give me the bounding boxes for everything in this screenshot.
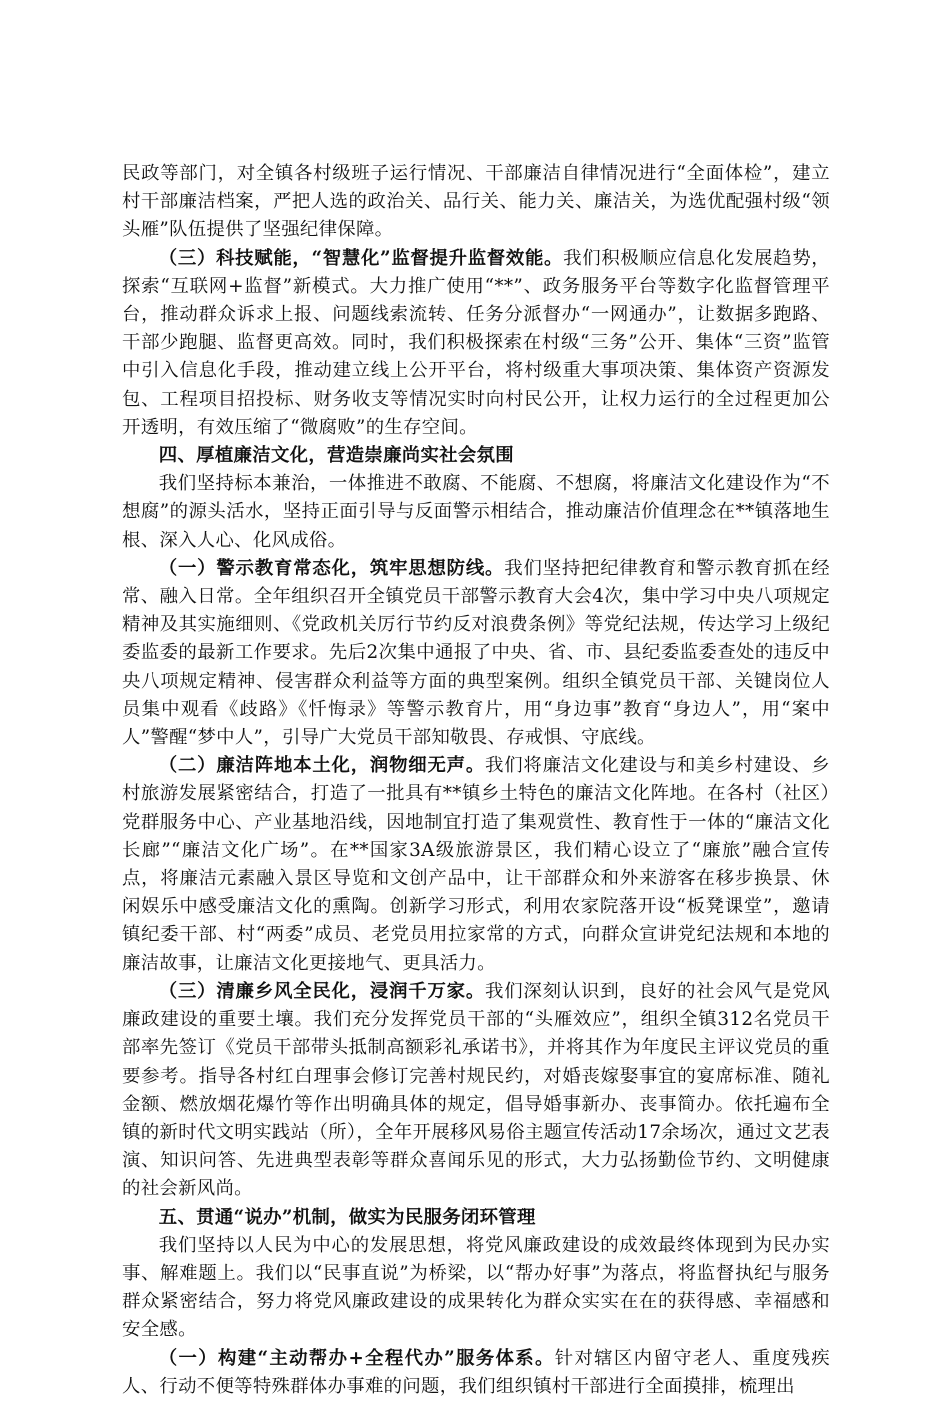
section-heading: 五、贯通“说办”机制，做实为民服务闭环管理 bbox=[158, 1206, 536, 1228]
paragraph-text: 我们深刻认识到，良好的社会风气是党风廉政建设的重要土壤。我们充分发挥党员干部的“头雁效应”，组织全镇312名党员干部率先签订《党员干部带头抵制高额彩礼承诺书》，并将其作为年度民主评议党员的重要参考。指导各村红白理事会修订完善村规民约，对婚丧嫁娶事宜的宴席标准、随礼金额、燃放烟花爆竹等作出明确具体的规定，倡导婚事新办、丧事简办。依托遍布全镇的新时代文明实践站（所），全年开展移风易俗主题宣传活动17余场次，通过文艺表演、知识问答、先进典型表彰等群众喜闻乐见的形式，大力弘扬勤俭节约、文明健康的社会新风尚。 bbox=[122, 980, 830, 1200]
paragraph bbox=[122, 245, 830, 442]
paragraph bbox=[122, 1345, 830, 1401]
subsection-heading: （二）廉洁阵地本土化，润物细无声。 bbox=[158, 755, 486, 777]
paragraph: 我们坚持标本兼治，一体推进不敢腐、不能腐、不想腐，将廉洁文化建设作为“不想腐”的源头活水，坚持正面引导与反面警示相结合，推动廉洁价值理念在**镇落地生根、深入人心、化风成俗。 bbox=[122, 473, 830, 551]
paragraph bbox=[122, 555, 830, 752]
section-heading: 四、厚植廉洁文化，营造崇廉尚实社会氛围 bbox=[158, 445, 514, 467]
subsection-heading: （三）清廉乡风全民化，浸润千万家。 bbox=[158, 980, 486, 1002]
paragraph-text: 我们坚持把纪律教育和警示教育抓在经常、融入日常。全年组织召开全镇党员干部警示教育大会4次，集中学习中央八项规定精神及其实施细则、《党政机关厉行节约反对浪费条例》等党纪法规，传达学习上级纪委监委的最新工作要求。先后2次集中通报了中央、省、市、县纪委监委查处的违反中央八项规定精神、侵害群众利益等方面的典型案例。组织全镇党员干部、关键岗位人员集中观看《歧路》《忏悔录》等警示教育片，用“身边事”教育“身边人”，用“案中人”警醒“梦中人”，引导广大党员干部知敬畏、存戒惧、守底线。 bbox=[122, 557, 830, 749]
subsection-heading: （一）警示教育常态化，筑牢思想防线。 bbox=[158, 557, 505, 579]
subsection-heading: （三）科技赋能，“智慧化”监督提升监督效能。 bbox=[158, 247, 564, 269]
paragraph bbox=[122, 752, 830, 978]
paragraph bbox=[122, 978, 830, 1204]
paragraph: 我们坚持以人民为中心的发展思想，将党风廉政建设的成效最终体现到为民办实事、解难题上。我们以“民事直说”为桥梁，以“帮办好事”为落点，将监督执纪与服务群众紧密结合，努力将党风廉政建设的成果转化为群众实实在在的获得感、幸福感和安全感。 bbox=[122, 1234, 830, 1341]
paragraph-text: 我们将廉洁文化建设与和美乡村建设、乡村旅游发展紧密结合，打造了一批具有**镇乡土特色的廉洁文化阵地。在各村（社区）党群服务中心、产业基地沿线，因地制宜打造了集观赏性、教育性于一体的“廉洁文化长廊”“廉洁文化广场”。在**国家3A级旅游景区，我们精心设立了“廉旅”融合宣传点，将廉洁元素融入景区导览和文创产品中，让干部群众和外来游客在移步换景、休闲娱乐中感受廉洁文化的熏陶。创新学习形式，利用农家院落开设“板凳课堂”，邀请镇纪委干部、村“两委”成员、老党员用拉家常的方式，向群众宣讲党纪法规和本地的廉洁故事，让廉洁文化更接地气、更具活力。 bbox=[122, 755, 830, 974]
subsection-heading: （一）构建“主动帮办+全程代办”服务体系。 bbox=[158, 1347, 555, 1369]
paragraph-text: 我们积极顺应信息化发展趋势，探索“互联网+监督”新模式。大力推广使用“**”、政务服务平台等数字化监督管理平台，推动群众诉求上报、问题线索流转、任务分派督办“一网通办”，让数据多跑路、干部少跑腿、监督更高效。同时，我们积极探索在村级“三务”公开、集体“三资”监管中引入信息化手段，推动建立线上公开平台，将村级重大事项决策、集体资产资源发包、工程项目招投标、财务收支等情况实时向村民公开，让权力运行的全过程更加公开透明，有效压缩了“微腐败”的生存空间。 bbox=[122, 247, 830, 438]
paragraph-text: 针对辖区内留守老人、重度残疾人、行动不便等特殊群体办事难的问题，我们组织镇村干部进行全面摸排，梳理出 bbox=[122, 1347, 830, 1397]
document-body bbox=[122, 160, 830, 1401]
paragraph: 民政等部门，对全镇各村级班子运行情况、干部廉洁自律情况进行“全面体检”，建立村干部廉洁档案，严把人选的政治关、品行关、能力关、廉洁关，为选优配强村级“领头雁”队伍提供了坚强纪律保障。 bbox=[122, 163, 830, 241]
